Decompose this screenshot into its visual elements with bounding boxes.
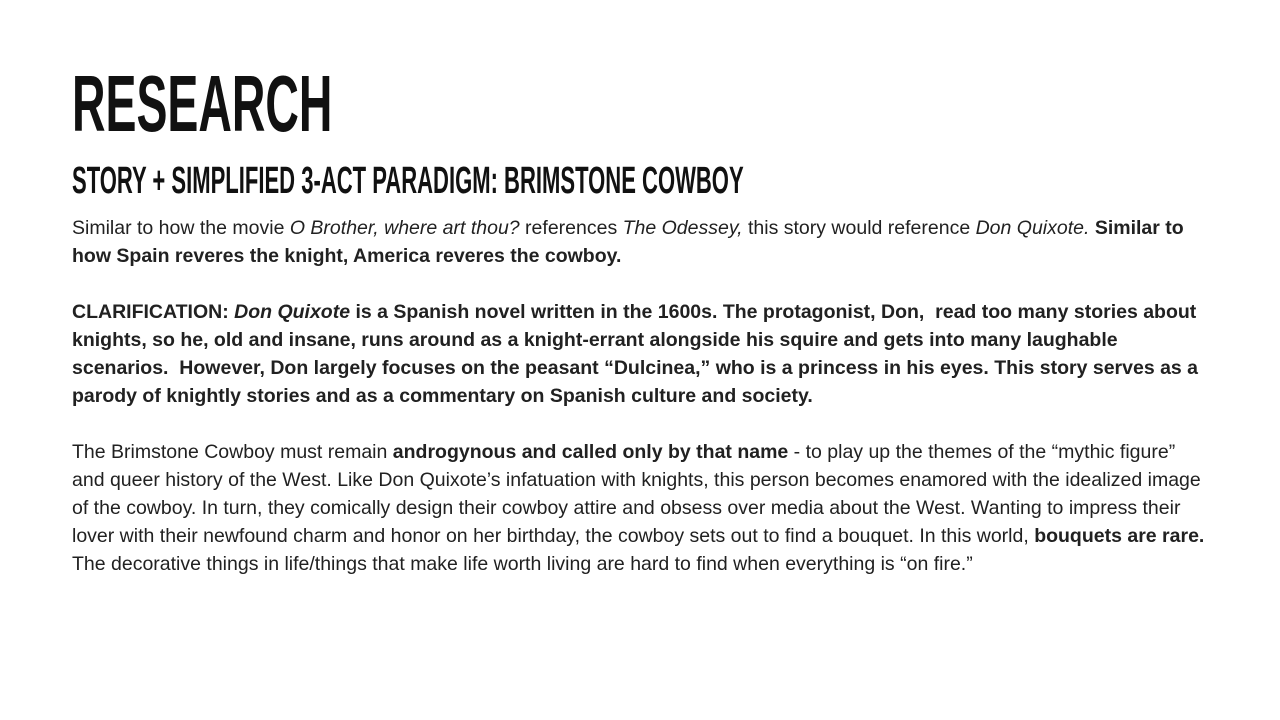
text-segment: is a Spanish novel written in the 1600s. The protagonist, Don, read too many stories about knights, so he, old and insane, runs around as a knight-errant alongside his squire and gets into many laughable scenarios. However, Don largely focuses on the peasant “Dulcinea,” who is a princess in his eyes. This story serves as a parody of knightly stories and as a commentary on Spanish culture and society. <box>72 301 1204 407</box>
paragraph-brimstone-cowboy <box>72 438 1208 578</box>
text-segment: Similar to how the movie <box>72 217 290 239</box>
body-copy <box>72 214 1208 578</box>
paragraph-reference-comparison <box>72 214 1208 270</box>
page-subtitle: STORY + SIMPLIFIED 3-ACT PARADIGM: BRIMSTONE COWBOY <box>72 160 744 202</box>
text-segment: O Brother, where art thou? <box>289 217 520 239</box>
text-segment: references <box>519 217 623 239</box>
title-row <box>72 0 1208 148</box>
text-segment: Don Quixote. <box>975 217 1090 239</box>
text-segment: androgynous and called only by that name <box>392 441 789 463</box>
paragraph-clarification <box>72 298 1208 410</box>
text-segment: CLARIFICATION: <box>72 301 235 323</box>
text-segment: bouquets are rare. <box>1034 525 1205 547</box>
text-segment: The Odessey, <box>622 217 743 239</box>
text-segment: Don Quixote <box>234 301 351 323</box>
text-segment: this story would reference <box>742 217 976 239</box>
text-segment: Similar to how Spain reveres the knight, America reveres the cowboy. <box>72 217 1190 267</box>
page-title: RESEARCH <box>72 59 333 148</box>
subtitle-row <box>72 144 1208 200</box>
text-segment: The Brimstone Cowboy must remain <box>72 441 393 463</box>
text-segment: The decorative things in life/things that make life worth living are hard to find when everything is “on fire.” <box>72 525 1210 575</box>
text-segment: - to play up the themes of the “mythic figure” and queer history of the West. Like Don Quixote’s infatuation with knights, this person becomes enamored with the idealized image of the cowboy. In turn, they comically design their cowboy attire and obsess over media about the West. Wanting to impress their lover with their newfound charm and honor on her birthday, the cowboy sets out to find a bouquet. In this world, <box>72 441 1207 547</box>
